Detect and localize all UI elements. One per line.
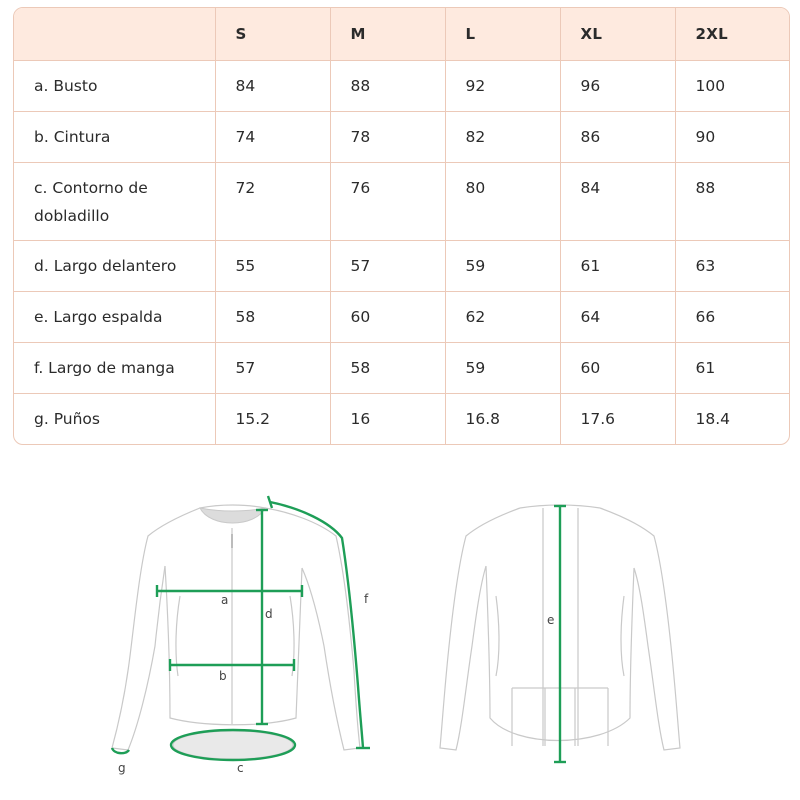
table-cell: 60: [330, 292, 445, 343]
header-size-s: S: [215, 8, 330, 61]
measurement-lines-front: [112, 496, 370, 760]
table-header-row: [14, 8, 790, 61]
table-cell: 90: [675, 112, 790, 163]
table-cell: 55: [215, 241, 330, 292]
table-cell: 64: [560, 292, 675, 343]
table-cell: 82: [445, 112, 560, 163]
table-cell: 88: [330, 61, 445, 112]
row-label: a. Busto: [14, 61, 215, 112]
table-cell: 16.8: [445, 394, 560, 445]
row-label: e. Largo espalda: [14, 292, 215, 343]
measure-label-c: c: [237, 761, 244, 775]
jersey-front-collar: [200, 508, 265, 523]
row-label: c. Contorno de dobladillo: [14, 163, 215, 241]
header-empty: [14, 8, 215, 61]
table-cell: 86: [560, 112, 675, 163]
table-row: [14, 292, 790, 343]
table-cell: 74: [215, 112, 330, 163]
table-cell: 96: [560, 61, 675, 112]
measure-label-f: f: [364, 592, 369, 606]
header-size-2xl: 2XL: [675, 8, 790, 61]
measure-label-a: a: [221, 593, 229, 607]
size-chart-table-wrapper: [13, 7, 790, 445]
table-cell: 17.6: [560, 394, 675, 445]
table-cell: 72: [215, 163, 330, 241]
row-label: b. Cintura: [14, 112, 215, 163]
measurement-lines-back: [554, 506, 566, 762]
table-row: [14, 163, 790, 241]
table-cell: 61: [675, 343, 790, 394]
row-label: d. Largo delantero: [14, 241, 215, 292]
table-row: [14, 61, 790, 112]
table-cell: 59: [445, 241, 560, 292]
measure-label-e: e: [547, 613, 555, 627]
table-row: [14, 241, 790, 292]
table-cell: 78: [330, 112, 445, 163]
table-cell: 18.4: [695, 410, 731, 428]
table-cell: 100: [675, 61, 790, 112]
table-cell: 58: [330, 343, 445, 394]
header-size-xl: XL: [560, 8, 675, 61]
jersey-front-outline: [112, 505, 360, 750]
jersey-diagram-svg: [0, 456, 800, 800]
table-cell: 76: [330, 163, 445, 241]
table-row: [14, 394, 790, 445]
table-row: [14, 112, 790, 163]
header-size-l: L: [445, 8, 560, 61]
table-cell: 57: [330, 241, 445, 292]
table-row: [14, 343, 790, 394]
table-cell: 88: [675, 163, 790, 241]
table-cell: 16: [330, 394, 445, 445]
jersey-measurement-diagram: [0, 456, 800, 800]
jersey-hem-shape: [173, 731, 293, 759]
measure-label-d: d: [265, 607, 273, 621]
measure-label-b: b: [219, 669, 227, 683]
table-cell: 60: [560, 343, 675, 394]
header-size-m: M: [330, 8, 445, 61]
size-chart-table: [14, 8, 790, 444]
row-label: f. Largo de manga: [14, 343, 215, 394]
table-cell: 59: [445, 343, 560, 394]
table-cell: 57: [215, 343, 330, 394]
table-cell: 92: [445, 61, 560, 112]
table-cell: 61: [560, 241, 675, 292]
table-cell: 58: [215, 292, 330, 343]
table-cell: 84: [560, 163, 675, 241]
table-cell: 62: [445, 292, 560, 343]
table-cell: 84: [215, 61, 330, 112]
table-cell: 80: [445, 163, 560, 241]
table-cell: 15.2: [215, 394, 330, 445]
table-cell: 63: [675, 241, 790, 292]
measure-label-g: g: [118, 761, 126, 775]
row-label: g. Puños: [14, 394, 215, 445]
table-cell: 66: [675, 292, 790, 343]
